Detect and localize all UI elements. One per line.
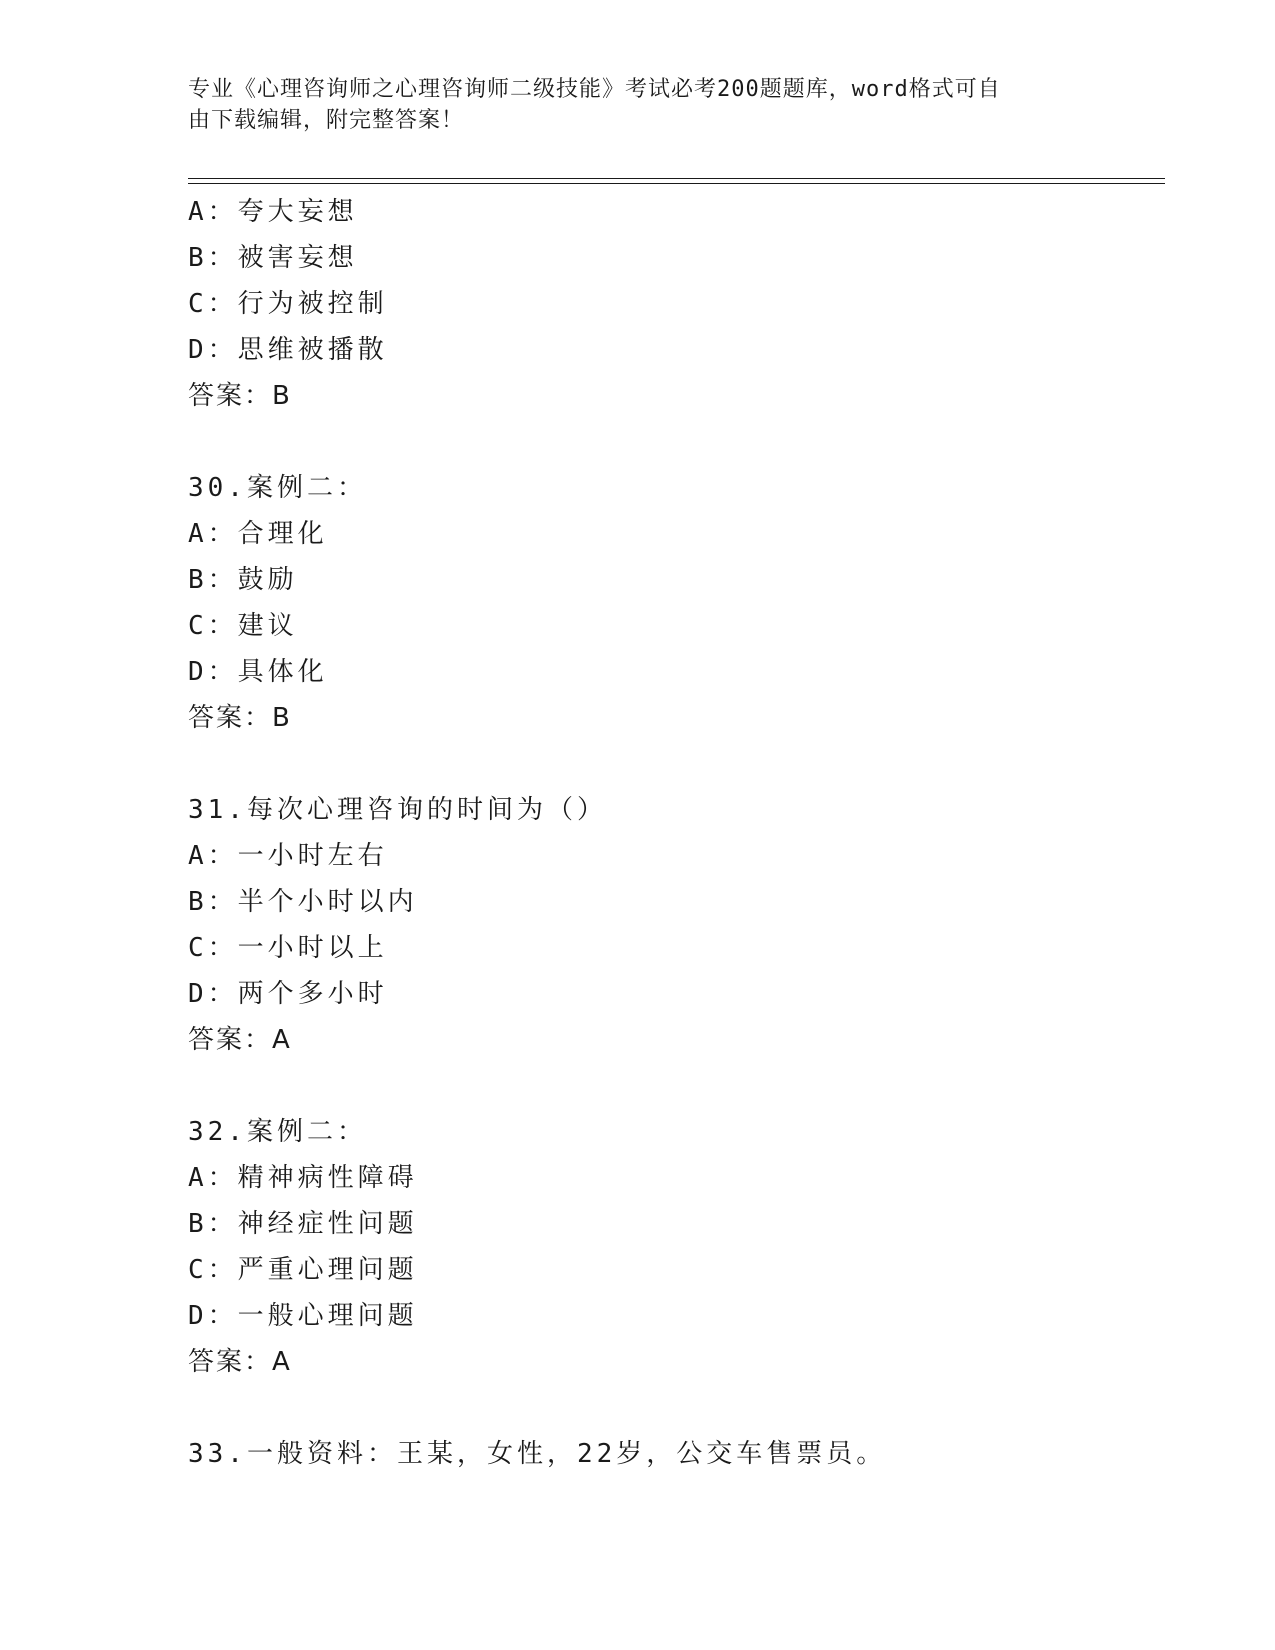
option-c: C：严重心理问题 [188,1255,418,1285]
question-list [188,189,1148,1477]
header-divider-bottom [188,183,1165,184]
option-a: A：合理化 [188,519,328,549]
option-d: D：一般心理问题 [188,1301,418,1331]
spacer [188,1385,1148,1431]
option-a: A：精神病性障碍 [188,1163,418,1193]
question-32 [188,1109,1148,1385]
spacer [188,419,1148,465]
option-b: B：被害妄想 [188,243,358,273]
option-d: D：两个多小时 [188,979,388,1009]
option-b: B：神经症性问题 [188,1209,418,1239]
question-title: 31.每次心理咨询的时间为（） [188,795,607,825]
option-d: D：思维被播散 [188,335,388,365]
answer-line: 答案：A [188,1025,292,1055]
question-title: 32.案例二： [188,1117,367,1147]
question-29 [188,189,1148,419]
document-header [188,74,1068,136]
option-c: C：行为被控制 [188,289,388,319]
question-title: 33.一般资料：王某，女性，22岁，公交车售票员。 [188,1439,887,1469]
option-a: A：夸大妄想 [188,197,358,227]
option-c: C：建议 [188,611,298,641]
question-title: 30.案例二： [188,473,367,503]
answer-line: 答案：B [188,381,292,411]
question-30 [188,465,1148,741]
spacer [188,1063,1148,1109]
header-line-2: 由下载编辑，附完整答案！ [188,108,465,133]
option-a: A：一小时左右 [188,841,388,871]
spacer [188,741,1148,787]
header-line-1: 专业《心理咨询师之心理咨询师二级技能》考试必考200题题库，word格式可自 [188,77,1001,102]
option-c: C：一小时以上 [188,933,388,963]
header-divider-top [188,178,1165,179]
answer-line: 答案：A [188,1347,292,1377]
question-33 [188,1431,1148,1477]
question-31 [188,787,1148,1063]
option-d: D：具体化 [188,657,328,687]
answer-line: 答案：B [188,703,292,733]
option-b: B：半个小时以内 [188,887,418,917]
option-b: B：鼓励 [188,565,298,595]
